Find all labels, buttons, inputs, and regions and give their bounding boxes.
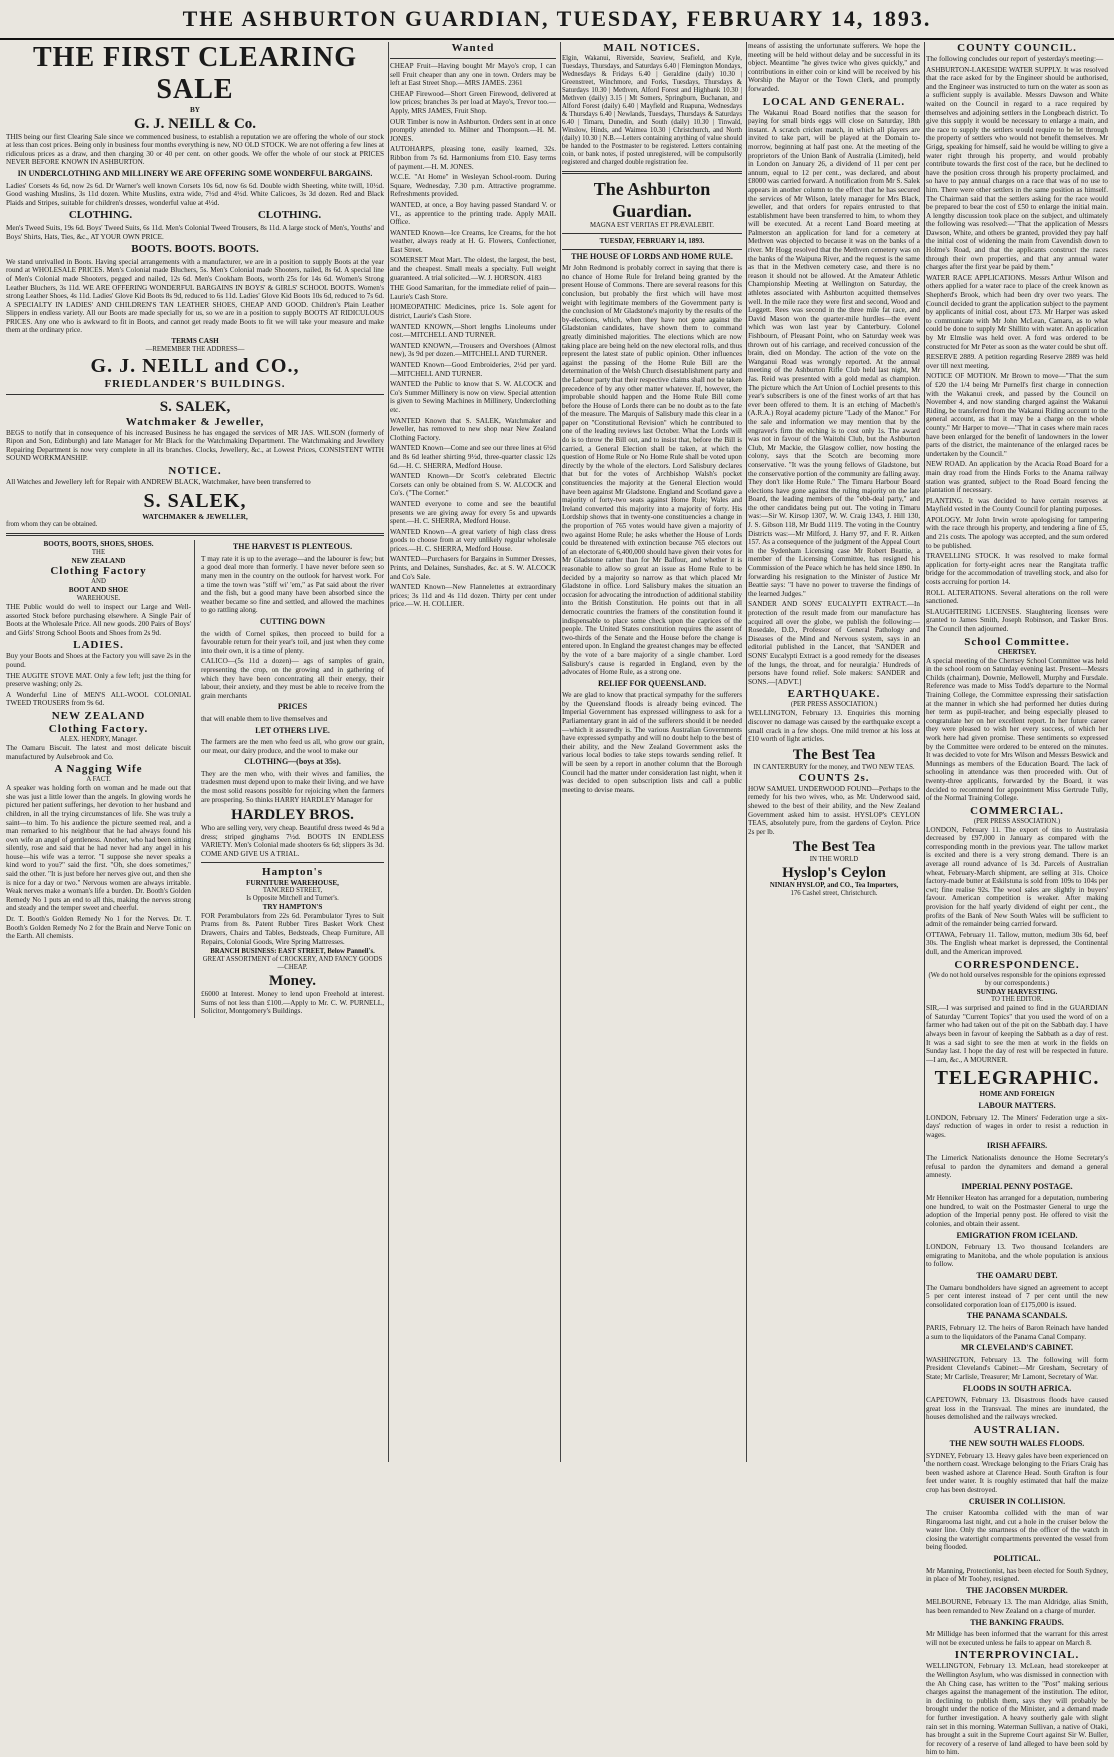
money-text: £6000 at Interest. Money to lend upon Freehold at interest. Sums of not less than £100.—Apply to Mr. C. W. PURNELL, Solicitor, Montgomery's Buildings.	[201, 990, 384, 1016]
wanted-heading: Wanted	[451, 42, 495, 54]
hampton-street: TANCRED STREET,	[262, 887, 323, 895]
hyslop-address: 176 Cashel street, Christchurch.	[790, 890, 878, 898]
correspondence-heading: CORRESPONDENCE.	[954, 958, 1080, 971]
column-4	[748, 42, 925, 1462]
motto: MAGNA EST VERITAS ET PRÆVALEBIT.	[589, 222, 714, 229]
col2-continued-placeholder	[201, 540, 384, 1018]
tea-text: HOW SAMUEL UNDERWOOD FOUND—Perhaps to the remedy for his two wives, who, as Mr. Underwood said, shewed to the best of their ability, and the New Zealand Government asked him to assist. HYSLOP's CEYLON TEAS, absolutely pure, from the gardens of Ceylon. Price 2s per lb.	[748, 784, 920, 836]
clothing-left: CLOTHING.	[68, 209, 133, 222]
interprovincial-heading: INTERPROVINCIAL.	[954, 1649, 1080, 1662]
panama-text: PARIS, February 12. The heirs of Baron Reinach have handed a sum to the liquidators of the Panama Canal Company.	[926, 1324, 1108, 1341]
sale-intro: THIS being our first Clearing Sale since we commenced business, to establish a reputation we are offering the whole of our stock at less than cost prices. Being only in business four months everything is new, NO OLD STOCK. We are not offering a few lines at ridiculous prices as a draw, and then charging 30 or 40 per cent. on other goods. We offer the whole of our stock at PRICES NEVER BEFORE KNOWN IN ASHBURTON.	[6, 132, 384, 167]
telegraphic-heading: TELEGRAPHIC.	[934, 1067, 1100, 1090]
panama-heading: THE PANAMA SCANDALS.	[966, 1311, 1068, 1321]
banking-heading: THE BANKING FRAUDS.	[970, 1617, 1064, 1627]
fact-heading: A FACT.	[86, 776, 111, 784]
hampton-try: TRY HAMPTON'S	[262, 903, 323, 912]
hardley-heading: HARDLEY BROS.	[231, 807, 354, 824]
tea-big: The Best Tea	[792, 839, 876, 856]
column-1	[6, 42, 389, 1462]
hyslop-name: Hyslop's Ceylon	[782, 865, 886, 882]
sunday-text: SIR,—I was surprised and pained to find in the GUARDIAN of Saturday "Current Topics" that you used the word of on a farmer who had taken out of the pit on the Sabbath day. I have always been in favour of keeping the Sabbath as a day of rest. It was a sad sight to see the men at work in the fields on Sunday last. I hope the day of rest will be respected in future.—I am, &c., A MOURNER.	[926, 1004, 1108, 1064]
tea-heading: The Best Tea	[792, 746, 876, 763]
planting: PLANTING. It was decided to have certain reserves at Mayfield vested in the County Council for planting purposes.	[926, 496, 1108, 514]
iceland-text: LONDON, February 13. Two thousand Icelanders are emigrating to Manitoba, and the whole population is anxious to follow.	[926, 1243, 1108, 1269]
slaughtering: SLAUGHTERING LICENSES. Slaughtering licenses were granted to James Smith, Joseph Robinson, and Tasker Bros. The Council then adjourned.	[926, 607, 1108, 633]
nsw-floods-heading: THE NEW SOUTH WALES FLOODS.	[949, 1438, 1085, 1448]
nz-warehouse: WAREHOUSE.	[76, 595, 121, 602]
wonderful-line: A Wonderful Line of MEN'S ALL-WOOL COLONIAL TWEED TROUSERS from 9s 6d.	[6, 690, 191, 708]
divider	[562, 249, 742, 250]
ad-homeopathic: HOMEOPATHIC Medicines, price 1s. Sole agent for district, Laurie's Cash Store.	[390, 303, 556, 321]
relief-heading: RELIEF FOR QUEENSLAND.	[598, 678, 706, 688]
apology: APOLOGY. Mr John Irwin wrote apologising for tampering with the race through his property, and tendering a fine of £5, and 21s costs. The apology was accepted, and the sum ordered to be published.	[926, 515, 1108, 550]
divider	[390, 58, 556, 59]
mail-text: Elgin, Wakanui, Riverside, Seaview, Seafield, and Kyle, Tuesdays, Thursdays, and Saturdays 6.40 | Flemington Mondays, Wednesdays & Fridays 6.40 | Geraldine (daily) 10.30 | Greenstreet, Winchmore, and Forks, Tuesdays, Thursdays & Saturdays 10.30 | Methven, Alford Forest and Highbank 10.30 | Methven (daily) 3.15 | Mt Somers, Springburn, Buchanan, and Alford Forest (daily) 6.40 | Mayfield and Ruapuna, Wednesdays & Thursdays 6.40 | Newlands, Tuesdays, Thursdays & Saturdays 6.40 | Timaru, Dunedin, and South (daily) 10.30 | Tinwald, Winslow, Hinds, and Waimea 10.30 | Christchurch, and North (daily) 10.30 | N.B.—Letters containing anything of value should be handed to the Postmaster to be registered. Letters containing coin, or bank notes, if posted unregistered, will be compulsorily registered and charged double registration fee.	[562, 55, 742, 166]
home-foreign: HOME AND FOREIGN	[979, 1090, 1055, 1099]
column-3	[562, 42, 747, 1462]
nsw-floods-text: SYDNEY, February 13. Heavy gales have been experienced on the northern coast. Wreckage belonging to the Friars Craig has been washed ashore at Clarence Head. South Grafton is four feet under water. It is roughly estimated that half the maize crop has been destroyed.	[926, 1451, 1108, 1494]
notice-of-motion: NOTICE OF MOTION. Mr Brown to move—"That the sum of £20 the 1/4 being Mr Purnell's first charge in connection with the Wakanui creek, and passed by the Council on November 4, and now standing charged against the Wakanui Riding, be transferred from the Wakanui Riding account to the general account, as that it may be a charge on the whole county." Mr Harper to move—"That in cases where main races have been enlarged for the benefit of landowners in the lower parts of the district, the maintenance of the enlarged races be undertaken by the Council."	[926, 372, 1108, 458]
means-text: means of assisting the unfortunate sufferers. We hope the meeting will be held without delay and be successful in its object. Meantime "he gives twice who gives quickly," and contributions in either coin or kind will be received by his Worship the Mayor or the Town Clerk, and promptly forwarded.	[748, 42, 920, 93]
nz-big2: Clothing Factory.	[48, 722, 149, 735]
divider	[6, 533, 384, 536]
earthquake-text: WELLINGTON, February 13. Enquiries this morning discover no damage was caused by the earthquake except a small crack in a few shops. One mild tremor at his loss at £10 worth of light articles.	[748, 709, 920, 744]
ad-embroideries: WANTED Known—Good Embroideries, 2½d per yard.—MITCHELL AND TURNER.	[390, 361, 556, 378]
terms: TERMS CASH	[171, 337, 219, 346]
nz-factory: Clothing Factory	[50, 565, 147, 578]
mail-heading: MAIL NOTICES.	[603, 42, 701, 54]
earthquake-assoc: (PER PRESS ASSOCIATION.)	[790, 701, 878, 709]
ad-sherra-3: WANTED Known—A great variety of high class dress goods to choose from at very unlikely regular wholesale prices.—H. C. SHERRA, Medford House.	[390, 527, 556, 553]
salek-trade: Watchmaker & Jeweller,	[125, 415, 265, 428]
hardley-text: Who are selling very, very cheap. Beautiful dress tweed 4s 9d a dress; striped ginghams 7½d. BOOTS IN ENDLESS VARIETY. Men's Colonial made shooters 6s 6d; slippers 3s 3d. COME AND GIVE US A TRIAL.	[201, 824, 384, 859]
underclothing-items: Ladies' Corsets 4s 6d, now 2s 6d. Dr Warner's well known Corsets 10s 6d, now 6s 6d. Double width Sheeting, white twill, 10½d. Good washing Muslins, 3s 11d dozen. White Muslins, extra wide, 7½d and 4½d. White Calicoes, 3s 3d dozen. Red and Black Plaids and Stripes, suitable for children's dresses, wonderful value at 4½d.	[6, 181, 384, 207]
labour-heading: LABOUR MATTERS.	[978, 1100, 1056, 1110]
nagging-heading: A Nagging Wife	[54, 763, 143, 776]
clothing2-heading: CLOTHING—(boys at 35s).	[244, 757, 341, 767]
ladies-heading: LADIES.	[73, 639, 124, 652]
bottom-split	[6, 540, 384, 1018]
paper-title: The Ashburton Guardian.	[593, 179, 711, 221]
prices-text: that will enable them to live themselves and	[201, 714, 328, 723]
ladies-text: Buy your Boots and Shoes at the Factory you will save 2s in the pound.	[6, 652, 191, 669]
harvest-text: T may rate it is up to the average—and the labourer is few; but a good deal more than formerly. I have never before seen so many men in the country on the outlook for harvest work. For a time the town was "stiff wi' 'em," as Pat said about the river and the fish, but a good many have been absorbed since the weather became so fine and settled, and allowed the machines to go rattling along.	[201, 554, 384, 615]
local-text: The Wakanui Road Board notifies that the season for paying for small birds eggs will close on Saturday, 18th instant. A scratch cricket match, in which all players are invited to take part, will be played at the Domain to-morrow, beginning at half past one. At the meeting of the proprietors of the Union Bank of Australia (Limited), held in London on January 26, a dividend of 11 per cent per annum, equal to 12 per cent., was declared, and about £8000 was carried forward. A notification from Mr S. Salek appears in another column to the effect that he has secured the services of Mr Wilson, lately manager for Mrs Black, jeweller, and that orders for repairs entrusted to that establishment have been transferred to him, to whom they will be executed. At a recent Land Board meeting at Palmerston an application for land for a cemetery at Methven was objected to because it was on the banks of a river. Mr Hogg resolved that the Methven cemetery was on the banks of the Waipuna River, and the request is the same as that in the Methven cemetery case, and there is no reason it should not be allowed. At the Amateur Athletic Championship Meeting at Wellington on Saturday, the athletes associated with Ashburton acquitted themselves well. In the mile race they were first and second, Wood and Leggett. Rees was second in the three mile fat race, and David Mason won the quarter-mile hurdles—the event which was won last year by Canterbury. Colonel Fishbourn, of Pleasant Point, who on Saturday week was thrown out of his carriage, and received concussion of the brain, died on Monday. The action of the vote on the Wanganui Road was wrongly reported. At the annual meeting of the Ashburton Rifle Club held last night, Mr Jas. Reid was presented with a gold medal as champion. The picture which the Art Union of Lochiel presents to this year's subscribers is one of the finest works of art that has ever been offered to them. It is an etching of Macbeth's (A.R.A.) Royal academy picture "Lady of the Manor." For the sale and information we may mention that by the engraver's firm the etching is to cost only 1s. The award was not in favour of the Waitohi Club, but the Ashburton Club, Mr Mackie, the Glasgow collier, now hosting the colony, says that the Scotch are becoming more conservative. "It was the young fellows of Gladstone, but the conservative portion of the community are falling away. They don't like Home Rule." The Timaru Harbour Board elections have gone against the ruling majority on the late Board, the leading members of the "ebb-deal party," and the other candidates being put out. The voting in Timaru was:—Sir W. Kirsop 1307, W. W. Craig 1343, J. Hill 130, J. S. Gibson 118, Mr Budd 1119. The voting in the Country Districts was:—Mr Milford, J. Harry 97, and F. R. Aitken 157. As a consequence of the judgment of the Appeal Court in the Sydenham Licensing case Mr Robert Beattie, a member of the Licensing Committee, has resigned his Commission of the Peace which he has held since 1890. In forwarding his resignation to the Minister of Justice Mr Beattie says: "I have no power to traverse the findings of the learned Judges."	[748, 108, 920, 598]
ad-collier: WANTED Known—New Flannelettes at extraordinary prices; 3s 11d and 4s 11d dozen. Thirty per cent under price.—W. H. COLLIER.	[390, 583, 556, 609]
ad-autoharps: AUTOHARPS, pleasing tone, easily learned, 32s. Ribbon from 7s 6d. Harmoniums from £10. Easy terms of payment.—H. M. JONES.	[390, 145, 556, 171]
iceland-heading: EMIGRATION FROM ICELAND.	[956, 1230, 1078, 1240]
salek-big: S. SALEK,	[143, 489, 247, 512]
nz-and: AND	[91, 578, 106, 586]
harvest-heading: THE HARVEST IS PLENTEOUS.	[232, 542, 353, 552]
hampton-assortment: GREAT ASSORTMENT of CROCKERY, AND FANCY GOODS—CHEAP.	[202, 956, 383, 972]
commercial-text: LONDON, February 11. The export of tins to Australasia decreased by £97,000 in January as compared with the corresponding month in the previous year. The tallow market is excited and there is a very strong demand. There is an average all round advance of 1s 3d. Parcels of Australian wheat, February-March shipment, are selling at 31s. Choice factory-made butter at Eskilstuna is sold from 109s to 104s per cwt; fine realise 92s. The wool sales are slightly in buyers' favour. American competition is weaker. After making provision for the half yearly dividend of eight per cent., the profits of the Bank of New South Wales will be sufficient to admit of the remainder being carried forward.	[926, 825, 1108, 929]
ad-wce: W.C.E. "At Home" in Wesleyan School-room. During Square, Wednesday, 7.30 p.m. Attractive programme. Refreshments provided.	[390, 173, 556, 199]
hampton-text: FOR Perambulators from 22s 6d. Perambulator Tyres to Suit Prams from 8s. Patent Rubber Tires Basket Work Chest Drawers, Chairs and Tables, Bedsteads, Cheap Furniture, All Repairs, Colonial Goods, Wire Spring Mattresses.	[201, 911, 384, 946]
salek-from: from whom they can be obtained.	[6, 521, 98, 529]
lords-heading: THE HOUSE OF LORDS AND HOME RULE.	[571, 251, 733, 261]
ad-sherra-2: WANTED everyone to come and see the beautiful presents we are giving away for every 5s and upwards spent.—H. C. SHERRA, Medford House.	[390, 499, 556, 526]
column-5	[926, 42, 1108, 1757]
ad-boy-wanted: WANTED, at once, a Boy having passed Standard V. or VI., as apprentice to the printing trade. Apply MAIL Office.	[390, 200, 556, 227]
tea-sub: IN CANTERBURY for the money, and TWO NEW TEAS.	[753, 763, 915, 771]
ad-alcock: WANTED—Purchasers for Bargains in Summer Dresses, Prints, and Delaines, Sunshades, &c. at S. W. ALCOCK and Co's Sale.	[390, 555, 556, 581]
column-2	[390, 42, 561, 1462]
divider	[201, 862, 384, 863]
cleveland-heading: MR CLEVELAND'S CABINET.	[960, 1343, 1074, 1353]
sander-ad: SANDER AND SONS' EUCALYPTI EXTRACT.—In protection of the result made from our manufacture has acquired all over the globe, we publish the following:—Rosedale, D.D., Professor of General Pathology and Diseases of the Mind and Nervous system, says in an editorial published in the Lancet, that 'SANDER and SONS' Eucalypti Extract is a good remedy for the diseases of the lungs, the throat, and for neuralgia.' Hundreds of persons have found relief. Sole makers: SANDER and SONS.—[ADVT.]	[748, 600, 920, 686]
firm-bldg: FRIEDLANDER'S BUILDINGS.	[104, 377, 286, 390]
booth-text: Dr. T. Booth's Golden Remedy No 1 for the Nerves. Dr. T. Booth's Golden Remedy No 2 for the Brain and Nerve Tonic on the Earth. All chemists.	[6, 915, 191, 941]
commercial-heading: COMMERCIAL.	[970, 804, 1064, 817]
oamaru-debt-text: The Oamaru bondholders have signed an agreement to accept 5 per cent interest instead of 7 per cent until the new consolidated corporation loan of £175,000 is issued.	[926, 1283, 1108, 1309]
underclothing-heading: IN UNDERCLOTHING AND MILLINERY WE ARE OFFERING SOME WONDERFUL BARGAINS.	[17, 168, 373, 178]
let-others-heading: LET OTHERS LIVE.	[255, 725, 330, 735]
nz-big: NEW ZEALAND	[51, 709, 146, 722]
school-heading: School Committee.	[964, 635, 1070, 648]
ad-firewood: CHEAP Firewood—Short Green Firewood, delivered at low prices; branches 3s per load at Mayo's, Trevor too.—Apply, MRS JAMES, Fruit Shop.	[390, 89, 556, 115]
ad-timber: OUR Timber is now in Ashburton. Orders sent in at once promptly attended to. Milner and Thompson.—H. M. JONES.	[390, 117, 556, 143]
hampton-branch: BRANCH BUSINESS: EAST STREET, Below Pannell's.	[210, 948, 375, 956]
hyslop-firm: NINIAN HYSLOP, and CO., Tea Importers,	[769, 882, 899, 890]
salek-big-trade: WATCHMAKER & JEWELLER,	[142, 512, 248, 521]
nz-boot: BOOT AND SHOE	[68, 586, 129, 595]
sale-title: THE FIRST CLEARING SALE	[32, 42, 357, 105]
water-race: WATER RACE APPLICATIONS. Messrs Arthur Wilson and others applied for a water race to place of the creek known as Shepherd's Brook, which had been dry over two years. The Council decided to grant the application subject to the payment by applicants of initial cost, about £73. Mr Harper was asked to communicate with Mr John McLean, Camaru, as to what could be done to supply Mr Shillito with water. An application by Mr Elmslie was held over. A ford was ordered to be constructed for Mr Peter as soon as the water could be shut off.	[926, 273, 1108, 351]
banking-text: Mr Millidge has been informed that the warrant for this arrest will not be executed unless he fails to appear on March 8.	[926, 1630, 1108, 1647]
ad-fruit: CHEAP Fruit—Having bought Mr Mayo's crop, I can sell Fruit cheaper than any one in town. Orders may be left at East Street Shop.—MRS JAMES. 2361	[390, 62, 556, 88]
ad-meat-mart: SOMERSET Meat Mart. The oldest, the largest, the best, and the cheapest. Small meals a specialty. Full weight guaranteed. A trial solicited.—W. J. HORSON. 4183	[390, 256, 556, 282]
cutting-text: the width of Cornel spikes, then proceed to build for a favourable return for their year's toil, and just when they come into their own, it is a time of plenty.	[201, 629, 384, 655]
ad-samaritan: THE Good Samaritan, for the immediate relief of pain—Laurie's Cash Store.	[390, 284, 556, 301]
masthead: THE ASHBURTON GUARDIAN, TUESDAY, FEBRUARY 14, 1893.	[0, 0, 1114, 40]
correspondence-note: (We do not hold ourselves responsible for the opinions expressed by our correspondents.)	[928, 971, 1106, 987]
cruiser-heading: CRUISER IN COLLISION.	[968, 1496, 1066, 1506]
oamaru-biscuit: The Oamaru Biscuit. The latest and most delicate biscuit manufactured by Aulsebrook and Co.	[6, 743, 191, 761]
council-intro: The following concludes our report of yesterday's meeting:—	[926, 55, 1104, 63]
cruiser-text: The cruiser Katoomba collided with the man of war Ringarooma last night, and cut a hole in the cruiser below the water line. Only the smartness of the officer of the watch in closing the watertight compartments prevented the vessel from being flooded.	[926, 1509, 1108, 1552]
tea-counts: COUNTS 2s.	[798, 771, 870, 784]
clothing-items: Men's Tweed Suits, 19s 6d. Boys' Tweed Suits, 6s 11d. Men's Colonial Tweed Trousers, 8s 11d. A large stock of Men's, Youths' and Boys' Shirts, Hats, Ties, &c., AT YOUR OWN PRICE.	[6, 223, 384, 241]
cleveland-text: WASHINGTON, February 13. The following will form President Cleveland's Cabinet:—Mr Gresham, Secretary of State; Mr Carlisle, Treasurer; Mr Lamont, Secretary of War.	[926, 1355, 1108, 1381]
hampton-heading: Hampton's	[262, 865, 323, 878]
ad-ice-creams: WANTED Known—Ice Creams, Ice Creams, for the hot weather, always ready at H. G. Flowers, Confectioner, East Street.	[390, 228, 556, 254]
nagging-text: A speaker was holding forth on woman and he made out that she was just a little lower than the angels. In glowing words he pictured her patient sufferings, her devotion to her husband and children, in all the trying circumstances of life. She was truly a saint—to him. To his audience the picture seemed real, and a man remarked to his neighbour that he had always found his own wife an angel of gentleness. Another, who had been sitting silently, rose and said that he had never had any angel in his house—his wife was a terror. "I suppose she never speaks a kind word to you?" said the first. "Oh, she does sometimes," said the other. "It is just before her nerves give out, and then she is nice for a day or two." Nervous women are always irritable. Weak nerves make a woman's life a burden. Dr. Booth's Golden Remedy No 1 puts an end to all this, making the nerves strong and steady and the temper sweet and cheerful.	[6, 784, 191, 913]
notice-heading: NOTICE.	[168, 465, 222, 478]
ad-sherra-1: WANTED Known—Come and see our three lines at 6½d and 8s 6d leather shirting 9½d, three-quarter classic 12s 6d.—H. C. SHERRA, Medford House.	[390, 444, 556, 470]
sale-by: BY	[190, 106, 200, 114]
clothing2-text: They are the men who, with their wives and families, the tradesmen must depend upon to make their living, and we have the most solid reasons possible for rejoicing when the farmers are prospering. So thinks HARRY HARDLEY Manager for	[201, 769, 384, 804]
boots-shoes: BOOTS, BOOTS, SHOES, SHOES.	[43, 540, 154, 549]
commercial-assoc: (PER PRESS ASSOCIATION.)	[973, 817, 1061, 825]
local-heading: LOCAL AND GENERAL.	[762, 95, 906, 108]
new-road: NEW ROAD. An application by the Acacia Road Board for a main dray road from the Hinds Forks to the Anama railway station was granted, subject to the Road Board fencing the plantation if necessary.	[926, 460, 1108, 495]
nz-factory-ad	[6, 540, 195, 1018]
salek-text: BEGS to notify that in consequence of his increased Business he has engaged the services of MR JAS. WILSON (formerly of Ripon and Son, Edinburgh) and late Manager for Mr Black for the Watchmaking Department. The Watchmaking and Jewellery Repairing Department is now very complete in all its branches. Clocks, Jewellery, &c., at Lowest Prices, CONSISTENT WITH SOUND WORKMANSHIP.	[6, 428, 384, 463]
relief-text: We are glad to know that practical sympathy for the sufferers by the Queensland floods is already being evinced. The Imperial Government has expressed willingness to ask for a Parliamentary grant in aid of the sufferers should it be needed—which it assuredly is. The various Australian Governments have expressed sympathy and will no doubt help to the best of their ability, and the New Zealand Government asks the various local bodies to take steps towards sending relief. It will be seen by a report in another column that the Borough Council had the matter under consideration last night, when it was decided to open subscription lists and call a public meeting to devise means.	[562, 691, 742, 794]
ad-millinery: WANTED the Public to know that S. W. ALCOCK and Co's Summer Millinery is now on view. Special attention is given to Sewing Machines in Millinery, Underclothing etc.	[390, 380, 556, 414]
boots-text: We stand unrivalled in Boots. Having special arrangements with a manufacturer, we are in a position to supply Boots at the year round at WHOLESALE PRICES. Men's Colonial made Bluchers, 5s. Men's Colonial made Shooters, nailed, 8s 6d. A special line of Men's Colonial made Shooters, pegged and nailed, 12s 6d. Men's Cookham Boots, worth 25s for 14s 6d. Women's Strong Leather Bluchers, 3s 11d. WE ARE OFFERING WONDERFUL BARGAINS IN BOYS' & GIRLS' SCHOOL BOOTS. Women's strong Leather Shoes, 4s 11d. Ladies' Glove Kid Boots 8s 9d, reduced to 6s 11d. Ladies' Glove Kid Boots 10s 6d, reduced to 7s 6d. A SPECIALTY IN LADIES' AND CHILDREN'S TAN LEATHER SHOES, CHEAP AND GOOD. Children's Plain Leather Slippers in endless variety. All our Boots are made specially for us, so we are in a position to supply BOOTS AT RIDICULOUS PRICES. Any one who is awkward to fit in Boots, and cannot get ready made Boots to fit we will take your measure and make them at the ordinary price.	[6, 257, 384, 335]
interprovincial-text: WELLINGTON, February 13. McLean, head storekeeper at the Wellington Asylum, who was dismissed in connection with the Ah Ching case, has written to the "Post" making serious charges against the management of the institution. The editor, in declining to publish them, says they will probably be brought under the notice of the Minister, and a demand made for further investigation. A heavy southerly gale with slight rain set in this morning. Waterman Sullivan, a native of Otaki, has brought a suit in the Supreme Court against Sir W. Buller, for recovery of a reserve of land alleged to have been sold by him to him.	[926, 1662, 1108, 1757]
notice-text: All Watches and Jewellery left for Repair with ANDREW BLACK, Watchmaker, have been transferred to	[6, 478, 311, 487]
ad-corsets: WANTED Known—Dr Scott's celebrated Electric Corsets can only be obtained from S. W. ALCOCK and Co's. ("The Corner."	[390, 472, 556, 498]
lords-text: Mr John Redmond is probably correct in saying that there is no chance of Home Rule for Ireland being granted by the present House of Commons. There are several reasons for this conclusion, but probably the first which will have most weight with legitimate members of the Government party is the conclusion of Mr Gladstone's majority by the results of the by-elections, which, when they have not gone against the Gladstonian candidates, have shown them to command greatly diminished majorities. The elections which are now taking place are being held on the new electoral rolls, and thus represent the latest state of public opinion. Other influences against the passing of the Home Rule Bill are the determination of the Welsh Church disestablishment party and the Labour party that their respective claims shall not be taken precedence of by any other matter whatever. If, however, the improbable should happen and the Home Rule Bill come before the House of Lords there can be no doubt as to the fate of the measure. The Marquis of Salisbury made this clear in a paper on "Constitutional Revision" which he contributed to one of the leading reviews last October. What the Lords will do is to throw the Bill out, and to insist that, before the Bill is carried, a General Election shall be taken, at which the question of Home Rule or No Home Rule shall be voted upon directly by the whole of the electors. Lord Salisbury declares that but for the votes of Archbishop Walsh's pocket constituencies the majority at the General Election would have been against Mr Gladstone. England and Scotland gave a majority of forty-two seats against Home Rule; Wales and Ireland converted this majority into a majority of forty. His Lordship shows that in twenty-one constituencies a change in the proportion of 765 votes would have given a majority of two against Home Rule; he asks whether the House of Lords could be threatened with extinction because 765 electors out of an electorate of 6,400,000 should have given their votes for Mr Gladstone rather than for Mr Balfour, and whether it is reasonable to allow so great an issue as Home Rule to be decided by a majority so narrow as that which placed Mr Gladstone in office. Lord Salisbury makes the situation an occasion for advocating the introduction of additional stability into the British Constitution. He points out that in all democratic countries the framers of the constitution found it indispensable to place some check upon the caprices of the people. The United States constitution requires the assent of two-thirds of the Senate and the House before the change is entered upon. In England the greatest changes may be effected by the vote of a bare majority of a single chamber. Lord Salisbury's cause is regarded in England, even by the advocates of Home Rule, as a strong one.	[562, 264, 742, 677]
boots-heading: BOOTS. BOOTS. BOOTS.	[131, 243, 259, 256]
cutting-heading: CUTTING DOWN	[259, 616, 326, 626]
council-text: ASHBURTON-LAKESIDE WATER SUPPLY. It was resolved that the race asked for by the Engineer should be authorised, and the Engineer was instructed to turn on the water as soon as a sufficient supply is available. Messrs Dawson and White waited on the Council in regard to a race required by themselves and adjoining settlers in the Longbeach district. To give this supply it would be necessary to enlarge a main, and the race to supply the settlers would require to be let through the property of settlers who would not benefit themselves. Mr Grigg, speaking for himself, said he would be willing to give a water right through his property, and would probably contribute towards the first cost of the race, but he declined to have the position cross through his property proclaimed, and so have to pay annual charges on a race that was of no use to him. There were other settlers in the same position as himself. The Chairman said that the settlers asking for the race would be prepared to bear the cost of £50 to enlarge the initial main. A lengthy discussion took place on the subject, and ultimately the following was resolved:—"That the application of Messrs Dawson, White, and others be granted, provided they pay half the initial cost of widening the main from Cavendish down to Holme's Road, and that the applicants construct the races through their own properties, and that any annual water charges after the first year be paid by them."	[926, 65, 1108, 272]
political-text: Mr Manning, Protectionist, has been elected for South Sydney, in place of Mr Toohey, resigned.	[926, 1566, 1108, 1584]
nz-manager: ALEX. HENDRY, Manager.	[59, 735, 138, 743]
sunday-heading: SUNDAY HARVESTING.	[976, 987, 1058, 996]
tea-world: IN THE WORLD	[809, 856, 859, 864]
sale-firm: G. J. NEILL & Co.	[133, 115, 257, 132]
remember: —REMEMBER THE ADDRESS—	[145, 345, 245, 353]
divider	[562, 233, 742, 234]
postage-text: Mr Henniker Heaton has arranged for a deputation, numbering one hundred, to wait on the Postmaster General to urge the adoption of the Imperial penny post. He offered to visit the colonies, and obtain their assent.	[926, 1194, 1108, 1229]
irish-text: The Limerick Nationalists denounce the Home Secretary's refusal to pardon the dynamiters and demand a general amnesty.	[926, 1153, 1108, 1180]
ad-trousers: WANTED KNOWN,—Trousers and Overshoes (Almost new), 3s 9d per dozen.—MITCHELL AND TURNER.	[390, 341, 556, 359]
firm-big: G. J. NEILL and CO.,	[90, 354, 300, 377]
date-line: TUESDAY, FEBRUARY 14, 1893.	[599, 237, 705, 245]
chertsey: CHERTSEY.	[997, 648, 1037, 656]
travelling-stock: TRAVELLING STOCK. It was resolved to make formal application for forty-eight acres near the Rangitata traffic bridge for the accommodation of travelling stock, and also for costs accruing for portion 14.	[926, 552, 1108, 587]
political-heading: POLITICAL.	[993, 1554, 1041, 1564]
to-editor: TO THE EDITOR.	[991, 996, 1043, 1004]
ad-salek: WANTED Known that S. SALEK, Watchmaker and Jeweller, has removed to new shop near New Zealand Clothing Factory.	[390, 416, 556, 442]
jacobsen-text: MELBOURNE, February 13. The man Aldridge, alias Smith, has been remanded to New Zealand on a charge of murder.	[926, 1598, 1108, 1616]
divider	[562, 171, 742, 174]
nz-name: NEW ZEALAND	[71, 556, 126, 565]
ottawa: OTTAWA, February 11. Tallow, mutton, medium 30s 6d, beef 30s. The English wheat market is depressed, the Continental dull, and the American improved.	[926, 930, 1108, 956]
let-text: The farmers are the men who feed us all, who grow our grain, our meat, our dairy produce, and the wool to make our	[201, 738, 384, 755]
jacobsen-heading: THE JACOBSEN MURDER.	[966, 1585, 1068, 1595]
council-heading: COUNTY COUNCIL.	[957, 42, 1077, 54]
school-text: A special meeting of the Chertsey School Committee was held in the school room on Saturday evening last. Present—Messrs Childs (chairman), Downie, Mellowell, Murphy and Fursdale. Reference was made to Miss Todd's departure to the Normal Training College, the Committee expressing their satisfaction at the manner in which she had performed her duties during her term as pupil-teacher, and being especially pleased to congratulate her on her excellent report. In her future career they were pleased to wish her every success, of which her work here had given promise. These sentiments so expressed by the Committee were ordered to be entered on the minutes. It was decided to vote for Mrs Wilson and Messrs Beswick and Munnings as members of the Education Board. The lack of schooling in attendance was then proceeded with. Out of twenty-three applicants, forwarded by the Board, it was decided to recommend for appointment Miss Gertrude Tully, of the Normal Training College.	[926, 656, 1108, 803]
irish-heading: IRISH AFFAIRS.	[986, 1141, 1048, 1151]
australian-heading: AUSTRALIAN.	[973, 1423, 1061, 1436]
floods-text: CAPETOWN, February 13. Disastrous floods have caused great loss in the Transvaal. The mines are inundated, the houses demolished and the railways wrecked.	[926, 1396, 1108, 1422]
prices-heading: PRICES	[277, 702, 308, 712]
nz-text: THE Public would do well to inspect our Large and Well-assorted Stock before purchasing elsewhere. A Single Pair of Boots at the Wholesale Price. All new goods. 200 Pairs of Boys' and Girls' Strong School Boots and Shoes from 2s 9d.	[6, 603, 191, 637]
nz-the: THE	[91, 548, 106, 556]
clothing-right: CLOTHING.	[257, 209, 322, 222]
ad-linoleum: WANTED KNOWN,—Short lengths Linoleums under cost.—MITCHELL AND TURNER.	[390, 322, 556, 340]
hampton-furniture: FURNITURE WAREHOUSE,	[246, 878, 339, 887]
clothing-heading	[6, 211, 384, 220]
reserve: RESERVE 2889. A petition regarding Reserve 2889 was held over till next meeting.	[926, 353, 1108, 370]
roll-alterations: ROLL ALTERATIONS. Several alterations on the roll were sanctioned.	[926, 588, 1108, 606]
salek-name: S. SALEK,	[159, 398, 231, 415]
hampton-opposite: Is Opposite Mitchell and Turner's.	[246, 895, 339, 903]
stove-mat: THE AUGITE STOVE MAT. Only a few left; just the thing for preserve washing; only 2s.	[6, 671, 191, 689]
money-heading: Money.	[268, 973, 317, 990]
calico-text: CALICO—(5s 11d a dozen)— ags of samples of grain, representing the crop, on the growing and in gathering of which they have been concentrating all their energy, their labour, their anxiety, and they must be able to receive from the grain merchants	[201, 657, 384, 700]
postage-heading: IMPERIAL PENNY POSTAGE.	[961, 1181, 1073, 1191]
divider	[6, 394, 384, 395]
earthquake-heading: EARTHQUAKE.	[787, 688, 881, 701]
labour-text: LONDON, February 12. The Miners' Federation urge a six-days' reduction of wages in order to resist a reduction in wages.	[926, 1113, 1108, 1139]
floods-heading: FLOODS IN SOUTH AFRICA.	[962, 1383, 1072, 1393]
oamaru-debt-heading: THE OAMARU DEBT.	[976, 1271, 1058, 1281]
